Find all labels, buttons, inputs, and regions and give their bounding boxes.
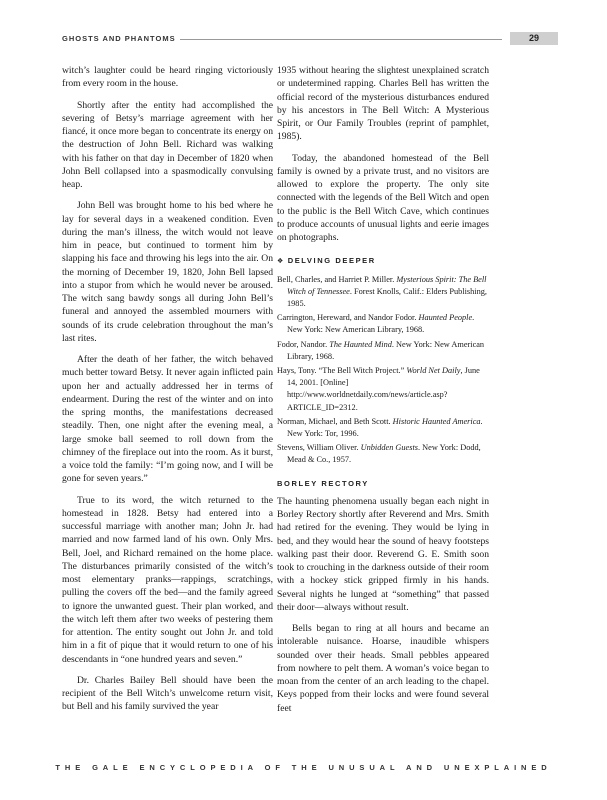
reference-item: Hays, Tony. “The Bell Witch Project.” World Net Daily, June 14, 2001. [Online] http://www.worldnetdaily.com/news/article.asp?ARTICLE_ID=2312. — [277, 365, 480, 412]
delving-deeper-label: DELVING DEEPER — [287, 256, 376, 266]
paragraph: Bells began to ring at all hours and became an intolerable nuisance. Hoarse, inaudible whispers sounded over their heads. Small pebbles appeared from nowhere to pelt them. A woman’s voice began to moan from the center of an arch leading to the chapel. Keys popped from their locks and were found several feet — [277, 623, 489, 714]
paragraph: witch’s laughter could be heard ringing victoriously from every room in the house. — [62, 65, 273, 90]
paragraph: 1935 without hearing the slightest unexplained scratch or undetermined rapping. Charles Bell has written the official record of the mysterious disturbances endured by his ancestors in The Bell Witch: A Mysterious Spirit, or Our Family Troubles (reprint of pamphlet, 1985). — [277, 65, 489, 143]
paragraph: John Bell was brought home to his bed where he lay for several days in a weakened condition. Even during the man’s illness, the witch would not leave him in peace, but continued to torment him by slapping his face and throwing his legs into the air. On the morning of December 19, 1820, John Bell lapsed into a stupor from which he would never be aroused. The witch sang bawdy songs all during John Bell’s funeral and annoyed the assembled mourners with sounds of its crude celebration throughout the man’s last rites. — [62, 200, 273, 344]
right-column — [277, 64, 489, 723]
reference-item: Norman, Michael, and Beth Scott. Historic Haunted America. New York: Tor, 1996. — [277, 416, 483, 438]
running-footer: THE GALE ENCYCLOPEDIA OF THE UNUSUAL AND UNEXPLAINED — [55, 763, 552, 772]
reference-item: Stevens, William Oliver. Unbidden Guests. New York: Dodd, Mead & Co., 1957. — [277, 443, 481, 465]
page-number: 29 — [510, 32, 558, 45]
reference-list — [277, 274, 489, 467]
header-title: GHOSTS AND PHANTOMS — [62, 34, 176, 43]
left-column — [62, 64, 273, 722]
paragraph: The haunting phenomena usually began each night in Borley Rectory shortly after Reverend and Mrs. Smith had retired for the evening. They would be lying in bed, and they would hear the sound of heavy footsteps walking past their door. Reverend G. E. Smith soon took to crouching in the darkness outside of their room with a hockey stick gripped firmly in his hands. Several nights he lunged at “something” that passed their door—always without result. — [277, 495, 489, 613]
reference-item: Bell, Charles, and Harriet P. Miller. Mysterious Spirit: The Bell Witch of Tennessee. Forest Knolls, Calif.: Elders Publishing, 1985. — [277, 274, 487, 308]
delving-deeper-heading — [277, 254, 489, 268]
paragraph: Today, the abandoned homestead of the Bell family is owned by a private trust, and no visitors are allowed to explore the property. The only site connected with the legends of the Bell Witch and open to the public is the Bell Witch Cave, which continues to produce accounts of unusual lights and eerie images on photographs. — [277, 152, 489, 243]
diamond-bullet-icon: ❖ — [277, 258, 285, 266]
header-rule — [180, 39, 502, 40]
paragraph: After the death of her father, the witch behaved much better toward Betsy. It never again inflicted pain upon her and actually addressed her in terms of endearment. During the rest of the winter and on into the spring months, the manifestations decreased steadily. Then, one night after the evening meal, a large smoke ball seemed to roll down from the chimney of the fireplace out into the room. As it burst, a voice told the family: “I’m going now, and I will be gone for seven years.” — [62, 354, 273, 485]
reference-item: Carrington, Hereward, and Nandor Fodor. Haunted People. New York: New American Library, 1968. — [277, 313, 475, 335]
running-header — [62, 34, 558, 46]
borley-rectory-heading: BORLEY RECTORY — [277, 478, 369, 488]
paragraph: Shortly after the entity had accomplished the severing of Betsy’s marriage agreement with her fiancé, it once more began to concentrate its energy on the destruction of John Bell. Richard was walking with his father on that day in December of 1820 when John Bell collapsed into a spasmodically convulsing heap. — [62, 99, 273, 190]
paragraph: True to its word, the witch returned to the homestead in 1828. Betsy had entered into a successful marriage with another man; John Jr. had married and now farmed land of his own. Only Mrs. Bell, Joel, and Richard remained on the home place. The disturbances primarily consisted of the witch’s most elementary pranks—rappings, scratchings, pulling the covers off the bed—and the family agreed to ignore the unwanted guest. Their plan worked, and the witch left them after two weeks of pestering them for attention. The entity sought out John Jr. and told him in a fit of pique that it would return to one of his descendants in “one hundred years and seven.” — [62, 494, 273, 665]
paragraph: Dr. Charles Bailey Bell should have been the recipient of the Bell Witch’s unwelcome return visit, but Bell and his family survived the year — [62, 674, 273, 713]
reference-item: Fodor, Nandor. The Haunted Mind. New York: New American Library, 1968. — [277, 339, 485, 361]
